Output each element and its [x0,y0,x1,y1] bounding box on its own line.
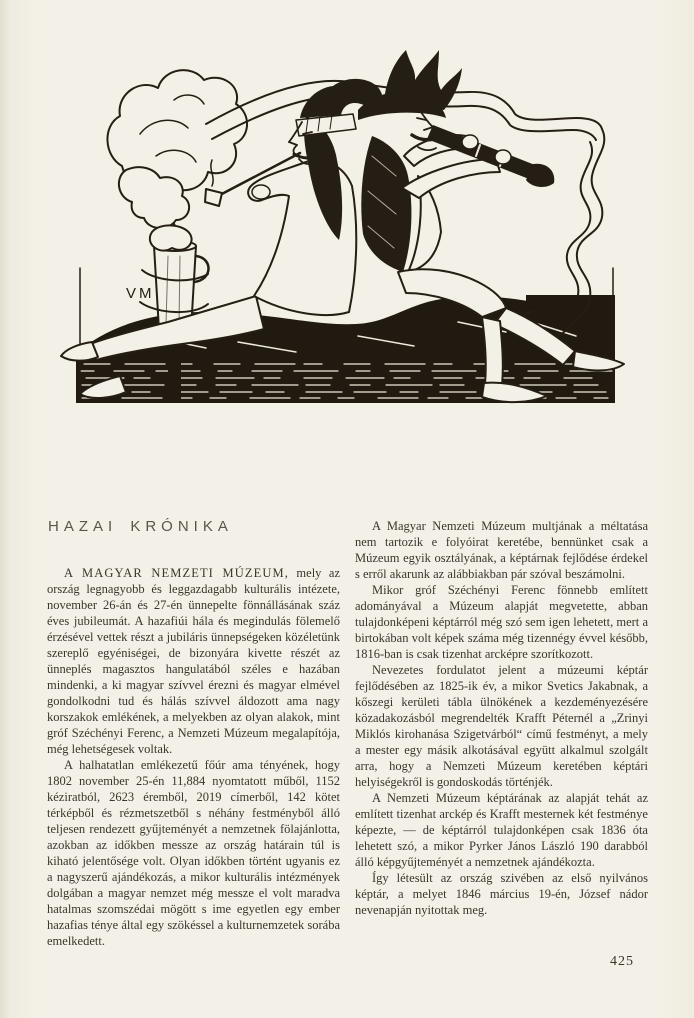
paragraph: Mikor gróf Széchényi Ferenc fönnebb említett adományával a Múzeum alapját megvetette, abban tulajdonképeni képtárról még szó sem igen lehetett, mert a birtokában volt képek száma még tizennégy évvel később, 1816-ban is csak tizenhat arcképre szorítkozott. [355,583,648,661]
right-column [355,518,648,949]
article-lead-in: A MAGYAR NEMZETI MÚZEUM, [64,566,289,580]
paragraph: A halhatatlan emlékezetű főúr ama tényének, hogy 1802 november 25-én 11,884 nyomtatott műből, 1152 kéziratból, 2623 éremből, 2019 címerből, 142 kötet térképből és rézmetszetből s néhány festményből álló teljesen rendezett gyűjteményét a nemzetnek fölajánlotta, azokban az időkben messze az ország határain túl is kiható jelentősége volt. Olyan időkben történt ugyanis ez a nagyszerű ajándékozás, a mikor kulturális intézmények dolgában a magyar nemzet még messze el volt maradva hatalmas szomszédai mögött s ime egyetlen egy ember hazafias ténye által egy szökéssel a kulturnemzetek sorába emelkedett. [47,758,340,948]
paragraph [47,565,340,757]
artist-monogram: VM [126,285,155,302]
paragraph: A Nemzeti Múzeum képtárának az alapját tehát az említett tizenhat arckép és Krafft mesternek két festménye képezte, — de képtárról tulajdonképen csak 1836 óta lehetett szó, a mikor Pyrker János László 190 darabból álló képgyűjteményét a nemzetnek ajándékozta. [355,791,648,869]
headpiece-illustration [56,6,641,431]
paragraph: Nevezetes fordulatot jelent a múzeumi képtár fejlődésében az 1825-ik év, a mikor Svetics Jakabnak, a kőszegi kerületi tábla ülnökének a kezdeményezésére közadakozásból megrendelték Krafft Péternél a „Zrinyi Miklós kirohanása Szigetvárból“ című festményt, a mely a mester egy másik alkotásával együtt alkalmul szolgált arra, hogy a Nemzeti Múzeum keretében képtári helyiségekről is gondoskodás történjék. [355,663,648,789]
paragraph: Így létesült az ország szivében az első nyilvános képtár, a melyet 1846 március 19-én, József nádor nevenapján nyitottak meg. [355,871,648,917]
left-column [47,518,340,949]
section-heading: HAZAI KRÓNIKA [48,518,233,535]
paragraph-text: mely az ország legnagyobb és leggazdagabb kulturális intézete, november 26-án és 27-én ünnepelte fönnállásának száz éves jubileumát. A hazafiúi hála és megindulás fölemelő érzésével vettek részt a jubiláris ünnepségeken közéletünk szereplő egyéniségei, de bizonyára kivette részét az ünneplés magasztos hangulatából széles e hazában mindenki, a ki magyar szívvel érezni és magyar elmével gondolkodni tud és hálás szívvel áldozott ama nagy korszakok emlékének, a melyekben az olyan alakok, mint gróf Széchényi Ferenc, a Nemzeti Múzeum megalapítója, még lehetségesek voltak. [47,566,341,756]
page-number: 425 [610,954,634,969]
hand [252,185,270,199]
hand [462,135,478,149]
pointed-shoe [61,342,98,361]
hand [495,150,511,164]
article-columns [47,518,648,949]
paragraph: A Magyar Nemzeti Múzeum multjának a méltatása nem tartozik e folyóirat keretébe, bennünket csak a Múzeum egyik osztályának, a képtárnak fejlődése érdekel s erről akarunk az alábbiakban pár szóval beszámolni. [355,519,648,581]
pipe-bowl [205,189,222,206]
